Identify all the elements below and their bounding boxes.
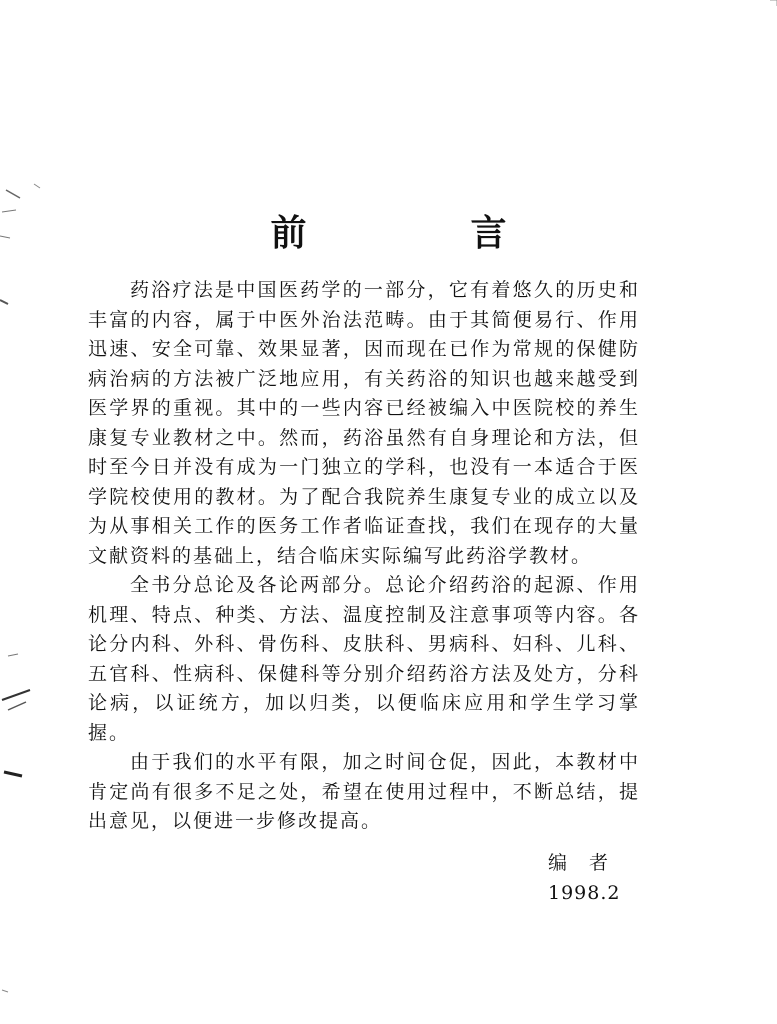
paragraph-1: 药浴疗法是中国医药学的一部分，它有着悠久的历史和丰富的内容，属于中医外治法范畴。由于其简便易行、作用迅速、安全可靠、效果显著，因而现在已作为常规的保健防病治病的方法被广泛地应用，有关药浴的知识也越来越受到医学界的重视。其中的一些内容已经被编入中医院校的养生康复专业教材之中。然而，药浴虽然有自身理论和方法，但时至今日并没有成为一门独立的学科，也没有一本适合于医学院校使用的教材。为了配合我院养生康复专业的成立以及为从事相关工作的医务工作者临证查找，我们在现存的大量文献资料的基础上，结合临床实际编写此药浴学教材。 <box>88 279 640 567</box>
signature-date: 1998.2 <box>548 882 621 904</box>
paragraph-3: 由于我们的水平有限，加之时间仓促，因此，本教材中肯定尚有很多不足之处，希望在使用过程中，不断总结，提出意见，以便进一步修改提高。 <box>88 751 640 832</box>
paragraph-2: 全书分总论及各论两部分。总论介绍药浴的起源、作用机理、特点、种类、方法、温度控制及注意事项等内容。各论分内科、外科、骨伤科、皮肤科、男病科、妇科、儿科、五官科、性病科、保健科等分别介绍药浴方法及处方，分科论病，以证统方，加以归类，以便临床应用和学生学习掌握。 <box>88 574 640 744</box>
signature-author: 编者 <box>548 852 631 874</box>
signature-block <box>548 848 668 908</box>
body-text <box>88 276 640 837</box>
page-title: 前 言 <box>270 213 571 254</box>
